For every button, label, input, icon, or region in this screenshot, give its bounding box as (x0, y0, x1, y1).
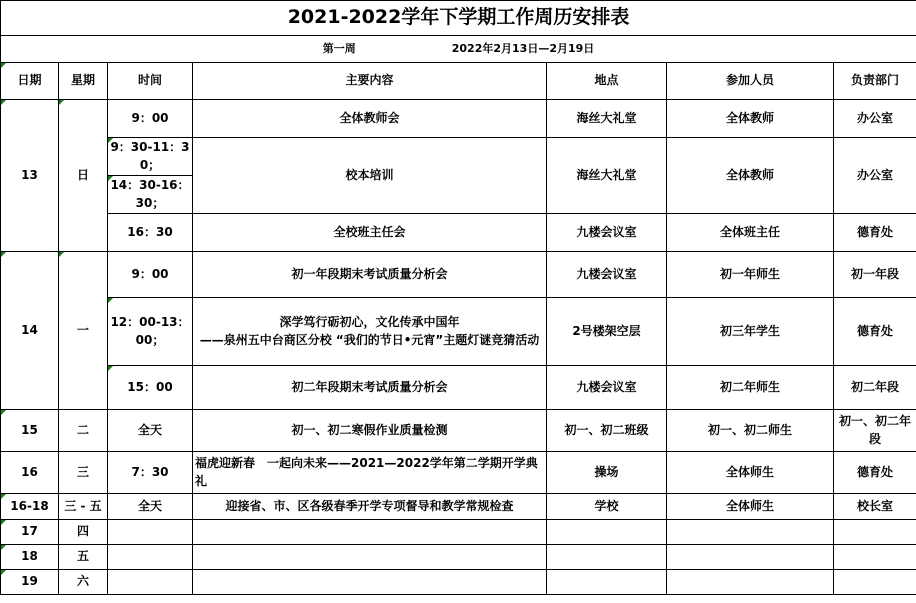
location-cell[interactable]: 九楼会议室 (547, 252, 667, 298)
header-location[interactable]: 地点 (547, 63, 667, 100)
table-row (1, 298, 916, 366)
table-row (1, 452, 916, 494)
location-cell[interactable]: 初一、初二班级 (547, 410, 667, 452)
content-cell[interactable]: 迎接省、市、区各级春季开学专项督导和教学常规检查 (193, 494, 547, 520)
header-participants[interactable]: 参加人员 (667, 63, 834, 100)
content-cell[interactable] (193, 298, 547, 366)
time-cell[interactable]: 全天 (108, 494, 193, 520)
content-cell[interactable] (193, 520, 547, 545)
table-row (1, 570, 916, 595)
content-cell[interactable]: 全体教师会 (193, 100, 547, 138)
time-cell[interactable]: 15：00 (108, 366, 193, 410)
department-cell[interactable]: 初一、初二年段 (834, 410, 916, 452)
header-date[interactable]: 日期 (1, 63, 59, 100)
week-info-cell[interactable] (1, 36, 916, 63)
time-cell[interactable]: 9：30-11：30； (108, 138, 193, 176)
department-cell[interactable] (834, 520, 916, 545)
sheet-title[interactable]: 2021-2022学年下学期工作周历安排表 (1, 1, 916, 36)
participants-cell[interactable]: 全体师生 (667, 494, 834, 520)
location-cell[interactable]: 操场 (547, 452, 667, 494)
time-cell[interactable]: 全天 (108, 410, 193, 452)
content-cell[interactable]: 初二年段期末考试质量分析会 (193, 366, 547, 410)
participants-cell[interactable]: 初一年师生 (667, 252, 834, 298)
date-range: 2022年2月13日—2月19日 (451, 42, 595, 56)
time-cell[interactable]: 9：00 (108, 252, 193, 298)
date-cell[interactable]: 18 (1, 545, 59, 570)
table-row (1, 214, 916, 252)
header-content[interactable]: 主要内容 (193, 63, 547, 100)
location-cell[interactable] (547, 520, 667, 545)
department-cell[interactable]: 德育处 (834, 214, 916, 252)
time-cell[interactable] (108, 520, 193, 545)
table-row (1, 138, 916, 176)
date-cell[interactable]: 16 (1, 452, 59, 494)
location-cell[interactable]: 九楼会议室 (547, 366, 667, 410)
time-cell[interactable] (108, 570, 193, 595)
weekday-cell[interactable]: 六 (59, 570, 108, 595)
weekday-cell[interactable]: 三 (59, 452, 108, 494)
weekday-cell[interactable]: 四 (59, 520, 108, 545)
department-cell[interactable]: 办公室 (834, 138, 916, 214)
date-cell[interactable]: 17 (1, 520, 59, 545)
header-time[interactable]: 时间 (108, 63, 193, 100)
header-weekday[interactable]: 星期 (59, 63, 108, 100)
time-cell[interactable]: 9：00 (108, 100, 193, 138)
date-cell[interactable]: 15 (1, 410, 59, 452)
location-cell[interactable]: 学校 (547, 494, 667, 520)
participants-cell[interactable]: 全体教师 (667, 138, 834, 214)
content-cell[interactable]: 福虎迎新春 一起向未来——2021—2022学年第二学期开学典礼 (193, 452, 547, 494)
content-cell[interactable]: 初一年段期末考试质量分析会 (193, 252, 547, 298)
weekday-cell[interactable]: 日 (59, 100, 108, 252)
table-row (1, 520, 916, 545)
participants-cell[interactable]: 初一、初二师生 (667, 410, 834, 452)
location-cell[interactable]: 2号楼架空层 (547, 298, 667, 366)
department-cell[interactable]: 德育处 (834, 452, 916, 494)
participants-cell[interactable]: 全体师生 (667, 452, 834, 494)
header-row (1, 63, 916, 100)
content-cell[interactable]: 校本培训 (193, 138, 547, 214)
participants-cell[interactable]: 初三年学生 (667, 298, 834, 366)
content-line: 深学笃行砺初心，文化传承中国年 (279, 315, 460, 330)
participants-cell[interactable]: 全体教师 (667, 100, 834, 138)
weekday-cell[interactable]: 一 (59, 252, 108, 410)
time-cell[interactable]: 12：00-13：00； (108, 298, 193, 366)
table-row (1, 366, 916, 410)
department-cell[interactable]: 初一年段 (834, 252, 916, 298)
content-cell[interactable]: 全校班主任会 (193, 214, 547, 252)
week-label: 第一周 (322, 42, 356, 56)
date-cell[interactable]: 14 (1, 252, 59, 410)
department-cell[interactable]: 办公室 (834, 100, 916, 138)
title-row (1, 1, 916, 36)
table-row (1, 545, 916, 570)
table-row (1, 494, 916, 520)
subtitle-row (1, 36, 916, 63)
table-row (1, 252, 916, 298)
location-cell[interactable]: 海丝大礼堂 (547, 100, 667, 138)
department-cell[interactable]: 德育处 (834, 298, 916, 366)
location-cell[interactable] (547, 545, 667, 570)
date-cell[interactable]: 19 (1, 570, 59, 595)
location-cell[interactable]: 海丝大礼堂 (547, 138, 667, 214)
department-cell[interactable] (834, 545, 916, 570)
location-cell[interactable]: 九楼会议室 (547, 214, 667, 252)
time-cell[interactable]: 16：30 (108, 214, 193, 252)
table-row (1, 410, 916, 452)
participants-cell[interactable] (667, 570, 834, 595)
content-line: ——泉州五中台商区分校 “我们的节日•元宵”主题灯谜竞猜活动 (199, 332, 540, 347)
participants-cell[interactable] (667, 520, 834, 545)
content-cell[interactable] (193, 570, 547, 595)
date-cell[interactable]: 16-18 (1, 494, 59, 520)
table-row (1, 100, 916, 138)
content-cell[interactable] (193, 545, 547, 570)
time-cell[interactable]: 7：30 (108, 452, 193, 494)
participants-cell[interactable] (667, 545, 834, 570)
weekday-cell[interactable]: 三 - 五 (59, 494, 108, 520)
time-cell[interactable] (108, 545, 193, 570)
participants-cell[interactable]: 全体班主任 (667, 214, 834, 252)
date-cell[interactable]: 13 (1, 100, 59, 252)
time-cell[interactable]: 14：30-16：30； (108, 176, 193, 214)
department-cell[interactable] (834, 570, 916, 595)
participants-cell[interactable]: 初二年师生 (667, 366, 834, 410)
location-cell[interactable] (547, 570, 667, 595)
department-cell[interactable]: 校长室 (834, 494, 916, 520)
weekday-cell[interactable]: 二 (59, 410, 108, 452)
weekday-cell[interactable]: 五 (59, 545, 108, 570)
header-department[interactable]: 负责部门 (834, 63, 916, 100)
content-cell[interactable]: 初一、初二寒假作业质量检测 (193, 410, 547, 452)
department-cell[interactable]: 初二年段 (834, 366, 916, 410)
